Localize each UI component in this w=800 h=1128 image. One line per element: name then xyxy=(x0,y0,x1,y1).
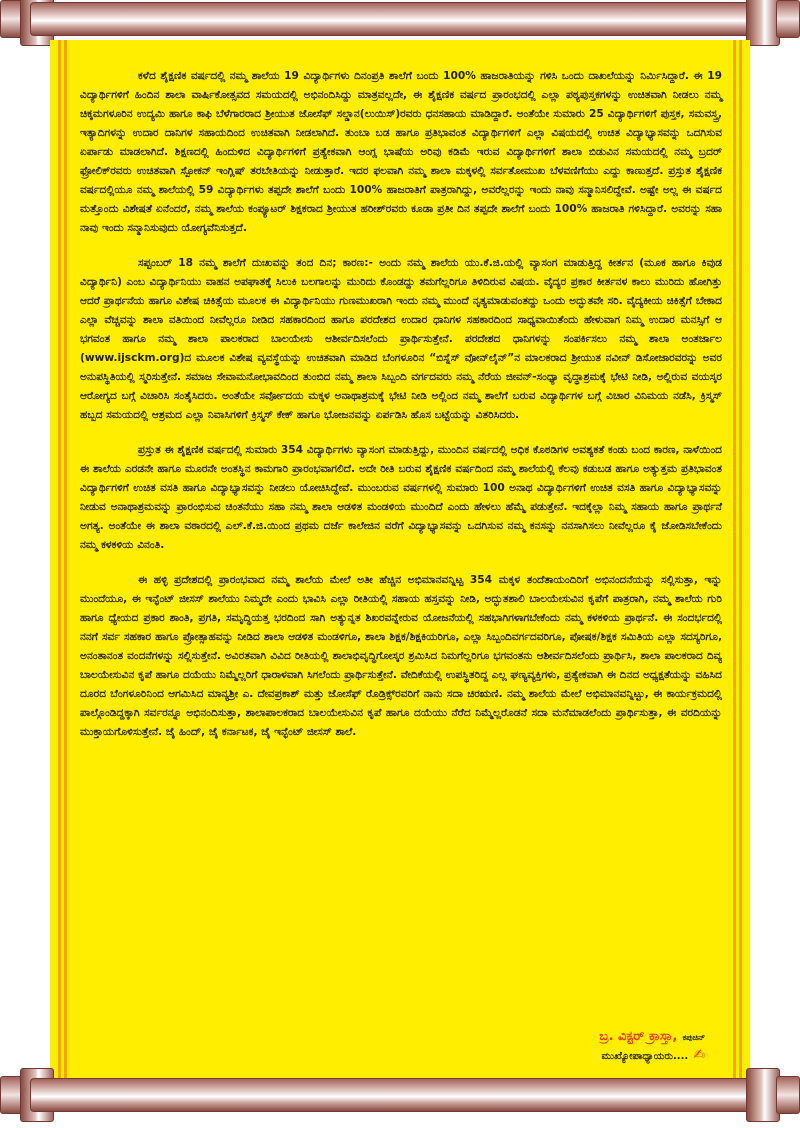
paragraph-thanks: ಈ ಹಳ್ಳಿ ಪ್ರದೇಶದಲ್ಲಿ ಪ್ರಾರಂಭವಾದ ನಮ್ಮ ಶಾಲೆಯ ಮೇಲೆ ಅತೀ ಹೆಚ್ಚಿನ ಅಭಿಮಾನವನ್ನಿಟ್ಟ 354 ಮಕ್ಕಳ ತಂದೆತಾಯಂದಿರಿಗೆ ಅಭಿನಂದನೆಯನ್ನು ಸಲ್ಲಿಸುತ್ತಾ, ಇನ್ನು ಮುಂದೆಯೂ, ಈ ಇನ್ಫೆಂಟ್ ಜೀಸಸ್ ಶಾಲೆಯು ನಿಮ್ಮದೇ ಎಂದು ಭಾವಿಸಿ ಎಲ್ಲಾ ರೀತಿಯಲ್ಲಿ ಸಹಾಯ ಹಸ್ತವನ್ನು ನೀಡಿ, ಅದ್ಭುತಶಾಲಿ ಬಾಲಯೇಸುವಿನ ಕೃಪೆಗೆ ಪಾತ್ರರಾಗಿ, ನಮ್ಮ ಶಾಲೆಯ ಗುರಿ ಹಾಗೂ ಧ್ಯೇಯದ ಪ್ರಕಾರ ಶಾಂತಿ, ಪ್ರಗತಿ, ಸಮೃದ್ಧಿಯತ್ತ ಭರದಿಂದ ಸಾಗಿ ಅತ್ಯುನ್ನತ ಶಿಖರವನ್ನೇರುವ ಯೋಜನೆಯಲ್ಲಿ ಸಹಭಾಗಿಗಳಾಗಬೇಕೆಂದು ನಮ್ಮ ಕಳಕಳಿಯ ಪ್ರಾರ್ಥನೆ. ಈ ಸಂದರ್ಭದಲ್ಲಿ ನನಗೆ ಸರ್ವ ಸಹಕಾರ ಹಾಗೂ ಪ್ರೋತ್ಸಾಹವನ್ನು ನೀಡಿದ ಶಾಲಾ ಆಡಳಿತ ಮಂಡಳಿಗೂ, ಶಾಲಾ ಶಿಕ್ಷಕ/ಶಿಕ್ಷಕಿಯರಿಗೂ, ಎಲ್ಲಾ ಸಿಬ್ಬಂದಿವರ್ಗದವರಿಗೂ, ಪೋಷಕ/ಶಿಕ್ಷಕ ಸಮಿತಿಯ ಎಲ್ಲಾ ಸದಸ್ಯರಿಗೂ, ಅನಂತಾನಂತ ವಂದನೆಗಳನ್ನು ಸಲ್ಲಿಸುತ್ತೇನೆ. ಅವಿರತವಾಗಿ ವಿವಿದ ರೀತಿಯಲ್ಲಿ ಶಾಲಾಭಿವೃದ್ಧಿಗೋಸ್ಕರ ಶ್ರಮಿಸಿದ ನಿಮಗೆಲ್ಲರಿಗೂ ಭಗವಂತನು ಆಶೀರ್ವದಿಸಲೆಂದು ಪ್ರಾರ್ಥಿಸಿ, ಶಾಲಾ ಪಾಲಕರಾದ ದಿವ್ಯ ಬಾಲಯೇಸುವಿನ ಕೃಪೆ ಹಾಗೂ ದಯೆಯು ನಿಮ್ಮೆಲ್ಲರಿಗೆ ಧಾರಾಳವಾಗಿ ಸಿಗಲೆಂದು ಪ್ರಾರ್ಥಿಸುತ್ತೇನೆ. ವೇದಿಕೆಯಲ್ಲಿ ಉಪಸ್ಥಿತರಿದ್ದ ಎಲ್ಲ ಘಣ್ಯವ್ಯಕ್ತಿಗಳು, ಪ್ರತ್ಯೇಕವಾಗಿ ಈ ದಿನದ ಅಧ್ಯಕ್ಷತೆಯನ್ನು ವಹಿಸಿದ ದೂರದ ಬೆಂಗಳೂರಿನಿಂದ ಆಗಮಿಸಿದ ಮಾನ್ಯಶ್ರೀ ಎ. ದೇವಪ್ರಕಾಶ್ ಮತ್ತು ಜೋಸೆಫ್ ರೊಡ್ರಿಕ್ಸ್‌ರವರಿಗೆ ನಾನು ಸದಾ ಚಿರಋಣಿ. ನಮ್ಮ ಶಾಲೆಯ ಮೇಲೆ ಅಭಿಮಾನವನ್ನಿಟ್ಟು, ಈ ಕಾರ್ಯಕ್ರಮದಲ್ಲಿ ಪಾಲ್ಗೊಂಡಿದ್ದಕ್ಕಾಗಿ ಸರ್ವರನ್ನೂ ಅಭಿನಂದಿಸುತ್ತಾ, ಶಾಲಾಪಾಲಕರಾದ ಬಾಲಯೇಸುವಿನ ಕೃಪೆ ಹಾಗೂ ದಯೆಯು ನೆರೆದ ನಿಮ್ಮೆಲ್ಲರೊಡನೆ ಸದಾ ಮನೆಮಾಡಲೆಂದು ಪ್ರಾರ್ಥಿಸುತ್ತಾ, ಈ ವರದಿಯನ್ನು ಮುಕ್ತಾಯಗೊಳಿಸುತ್ತೇನೆ. ಜೈ ಹಿಂದ್, ಜೈ ಕರ್ನಾಟಕ, ಜೈ ಇನ್ಫೆಂಟ್ ಜೀಸಸ್ ಶಾಲೆ. xyxy=(80,574,722,738)
paragraph-september: ಸಪ್ಟಂಬರ್ 18 ನಮ್ಮ ಶಾಲೆಗೆ ದುಃಖವನ್ನು ತಂದ ದಿನ; ಕಾರಣ:- ಅಂದು ನಮ್ಮ ಶಾಲೆಯ ಯು.ಕೆ.ಜಿ.ಯಲ್ಲಿ ವ್ಯಾಸಂಗ ಮಾಡುತ್ತಿದ್ದ ಕೀರ್ತನ (ಮೂಕ ಹಾಗೂ ಕಿವುಡ ವಿದ್ಯಾರ್ಥಿನಿ) ಎಂಬ ವಿದ್ಯಾರ್ಥಿನಿಯು ವಾಹನ ಅಪಘಾತಕ್ಕೆ ಸಿಲುಕಿ ಬಲಗಾಲನ್ನು ಮುರಿದು ಕೊಂಡದ್ದು ತಮಗೆಲ್ಲರಿಗೂ ತಿಳಿದಿರುವ ವಿಷಯ. ವೈದ್ಯರ ಪ್ರಕಾರ ಕೀರ್ತನಳ ಕಾಲು ಮುರಿದು ಹೋಗಿತ್ತು ಆದರೆ ಪ್ರಾರ್ಥನೆಯ ಹಾಗೂ ವಿಶೇಷ ಚಿಕಿತ್ಸೆಯ ಮೂಲಕ ಈ ವಿದ್ಯಾರ್ಥಿನಿಯು ಗುಣಮುಖರಾಗಿ ಇಂದು ನಮ್ಮ ಮುಂದೆ ನೃತ್ಯಮಾಡುವಂತದ್ದು ಒಂದು ಅದ್ಭುತವೇ ಸರಿ. ವೈದ್ಯಕೀಯ ಚಿಕಿತ್ಸೆಗೆ ಬೇಕಾದ ಎಲ್ಲಾ ವೆಚ್ಚವನ್ನು ಶಾಲಾ ವತಿಯಿಂದ ನೀವೆಲ್ಲರೂ ನೀಡಿದ ಸಹಕಾರದಿಂದ ಹಾಗೂ ಪರದೇಶದ ಉದಾರ ಧಾನಿಗಳ ಸಹಕಾರದಿಂದ ಸಾಧ್ಯವಾಯಿತೆಂದು ಹೇಳುವಾಗ ನಿಮ್ಮ ಉದಾರ ಮನಸ್ಸಿಗೆ ಆ ಭಗವಂತ ಹಾಗೂ ನಮ್ಮ ಶಾಲಾ ಪಾಲಕರಾದ ಬಾಲಯೇಸು ಆಶೀರ್ವದಿಸಲೆಂದು ಪ್ರಾರ್ಥಿಸುತ್ತೇನೆ. ಪರದೇಶದ ಧಾನಿಗಳನ್ನು ಸಂಪರ್ಕಿಸಲು ನಮ್ಮ ಶಾಲಾ ಅಂತರ್ಜಾಲ (www.ijsckm.org)ದ ಮೂಲಕ ವಿಶೇಷ ವ್ಯವಸ್ಥೆಯನ್ನು ಉಚಿತವಾಗಿ ಮಾಡಿದ ಬೆಂಗಳೂರಿನ “ಬಿಸ್ನೆಸ್ ವೋನ್‌ಲೈನ್”ನ ಮಾಲಕರಾದ ಶ್ರೀಯುತ ನವೀನ್ ಡಿಸೋಜಾರವರನ್ನು ಅವರ ಅನುಪಸ್ಥಿತಿಯಲ್ಲಿ ಸ್ಮರಿಸುತ್ತೇನೆ. ಸಮಾಜ ಸೇವಾಮನೋಭಾವದಿಂದ ತುಂಬಿದ ನಮ್ಮ ಶಾಲಾ ಸಿಬ್ಬಂದಿ ವರ್ಗದವರು ನಮ್ಮ ನೆರೆಯ ಜೀವನ್-ಸಂಧ್ಯಾ ವೃದ್ಧಾಶ್ರಮಕ್ಕೆ ಭೇಟಿ ನೀಡಿ, ಅಲ್ಲಿರುವ ವಯಸ್ಕರ ಆರೋಗ್ಯದ ಬಗ್ಗೆ ವಿಚಾರಿಸಿ ಸಂತೈಸಿದರು. ಅಂತೆಯೇ ಸರ್ವೋದಯ ಮಕ್ಕಳ ಅನಾಥಾಶ್ರಮಕ್ಕೆ ಭೇಟಿ ನೀಡಿ ಅಲ್ಲಿಂದ ನಮ್ಮ ಶಾಲೆಗೆ ಬರುವ ವಿದ್ಯಾರ್ಥಿಗಳ ಬಗ್ಗೆ ವಿಚಾರ ವಿನಿಮಯ ನಡೆಸಿ, ಕ್ರಿಸ್ಮಸ್ ಹಬ್ಬದ ಸಮಯದಲ್ಲಿ ಆಶ್ರಮದ ಎಲ್ಲಾ ನಿವಾಸಿಗಳಿಗೆ ಕ್ರಿಸ್ಮಸ್ ಕೇಕ್ ಹಾಗೂ ಭೋಜನವನ್ನು ಏರ್ಪಡಿಸಿ ಹೊಸ ಬಟ್ಟೆಯನ್ನು ವಿತರಿಸಿದರು. xyxy=(80,257,722,421)
border-stripe xyxy=(733,40,736,1085)
border-stripe xyxy=(64,40,67,1085)
rod-knob-right xyxy=(776,1076,800,1114)
paragraph-plans: ಪ್ರಸ್ತುತ ಈ ಶೈಕ್ಷಣಿಕ ವರ್ಷದಲ್ಲಿ ಸುಮಾರು 354 ವಿದ್ಯಾರ್ಥಿಗಳು ವ್ಯಾಸಂಗ ಮಾಡುತ್ತಿದ್ದು, ಮುಂದಿನ ವರ್ಷದಲ್ಲಿ ಅಧಿಕ ಕೊಠಡಿಗಳ ಅವಶ್ಯಕತೆ ಕಂಡು ಬಂದ ಕಾರಣ, ನಾಳೆಯಿಂದ ಈ ಶಾಲೆಯ ಎರಡನೇ ಹಾಗೂ ಮೂರನೇ ಅಂತಸ್ಥಿನ ಕಾಮಗಾರಿ ಪ್ರಾರಂಭವಾಗಲಿದೆ. ಅದೇ ರೀತಿ ಬರುವ ಶೈಕ್ಷಣಿಕ ವರ್ಷದಿಂದ ನಮ್ಮ ಶಾಲೆಯಲ್ಲಿ ಕೆಲವು ಕಡುಬಡ ಹಾಗೂ ಅತ್ಯುತ್ತಮ ಪ್ರತಿಭಾವಂತ ವಿದ್ಯಾರ್ಥಿಗಳಿಗೆ ಉಚಿತ ವಸತಿ ಹಾಗೂ ವಿದ್ಯಾಭ್ಯಾಸವನ್ನು ನೀಡಲು ಯೋಚಿಸಿದ್ದೇವೆ. ಮುಂಬರುವ ವರ್ಷಗಳಲ್ಲಿ ಸುಮಾರು 100 ಅನಾಥ ವಿದ್ಯಾರ್ಥಿಗಳಿಗೆ ಉಚಿತ ವಸತಿ ಹಾಗೂ ವಿದ್ಯಾಭ್ಯಾಸವನ್ನು ನೀಡುವ ಅನಾಥಾಶ್ರಮವನ್ನು ಪ್ರಾರಂಭಿಸುವ ಚಿಂತನೆಯು ಸಹಾ ನಮ್ಮ ಶಾಲಾ ಆಡಳಿತ ಮಂಡಳಿಯ ಮುಂದಿದೆ ಎಂದು ಹೇಳಲು ಹೆಮ್ಮೆ ಪಡುತ್ತೇನೆ. ಇದಕ್ಕೆಲ್ಲಾ ನಿಮ್ಮ ಸಹಾಯ ಹಾಗೂ ಪ್ರಾರ್ಥನೆ ಅಗತ್ಯ. ಅಂತೆಯೇ ಈ ಶಾಲಾ ವಠಾರದಲ್ಲಿ ಎಲ್.ಕೆ.ಜಿ.ಯಿಂದ ಪ್ರಥಮ ದರ್ಜೆ ಕಾಲೇಜಿನ ವರೆಗೆ ವಿದ್ಯಾಭ್ಯಾಸವನ್ನು ಒದಗಿಸುವ ನಮ್ಮ ಕನಸನ್ನು ನನಸಾಗಿಸಲು ನೀವೆಲ್ಲರೂ ಕೈ ಜೋಡಿಸಬೇಕೆಂದು ನಮ್ಮ ಕಳಕಳಿಯ ವಿನಂತಿ. xyxy=(80,444,722,551)
signatory-name: ಬ್ರ. ವಿಕ್ಟರ್ ಕ್ರಾಸ್ತಾ, xyxy=(599,1029,678,1044)
rod-bar xyxy=(30,2,770,36)
bottom-scroll-rod xyxy=(0,1068,800,1128)
signatory-order: ಕಪುಚಿನ್ xyxy=(682,1033,705,1042)
scroll-paper xyxy=(50,40,750,1085)
border-stripe xyxy=(58,40,61,1085)
rod-cap-right xyxy=(746,0,780,46)
signatory-title: ಮುಖ್ಯೋಪಾಧ್ಯಾಯರು.... xyxy=(601,1051,689,1062)
paragraph-attendance: ಕಳೆದ ಶೈಕ್ಷಣಿಕ ವರ್ಷದಲ್ಲಿ ನಮ್ಮ ಶಾಲೆಯ 19 ವಿದ್ಯಾರ್ಥಿಗಳು ದಿನಂಪ್ರತಿ ಶಾಲೆಗೆ ಬಂದು 100% ಹಾಜರಾತಿಯನ್ನು ಗಳಿಸಿ ಒಂದು ದಾಖಲೆಯನ್ನು ನಿರ್ಮಿಸಿದ್ದಾರೆ. ಈ 19 ವಿದ್ಯಾರ್ಥಿಗಳಿಗೆ ಹಿಂದಿನ ಶಾಲಾ ವಾರ್ಷಿಕೋತ್ಸವದ ಸಮಯದಲ್ಲಿ ಅಭಿನಂದಿಸಿದ್ದು ಮಾತ್ರವಲ್ಲದೇ, ಈ ಶೈಕ್ಷಣಿಕ ವರ್ಷದ ಪ್ರಾರಂಭದಲ್ಲಿ ಎಲ್ಲಾ ಪಠ್ಯಪುಸ್ತಕಗಳನ್ನು ಉಚಿತವಾಗಿ ನೀಡಲು ನಮ್ಮ ಚಿಕ್ಕಮಗಳೂರಿನ ಉದ್ಯಮಿ ಹಾಗೂ ಕಾಫಿ ಬೆಳೆಗಾರರಾದ ಶ್ರೀಯುತ ಜೋಸೆಫ್ ಸಲ್ಡಾನ(ಲುಯಿಸ್)ರವರು ಧನಸಹಾಯ ಮಾಡಿದ್ದಾರೆ. ಅಂತೆಯೇ ಸುಮಾರು 25 ವಿದ್ಯಾರ್ಥಿಗಳಿಗೆ ಪುಸ್ತಕ, ಸಮವಸ್ತ್ರ, ಇತ್ಯಾದಿಗಳನ್ನು ಉದಾರ ದಾನಿಗಳ ಸಹಾಯದಿಂದ ಉಚಿತವಾಗಿ ನೀಡಲಾಗಿದೆ. ತುಂಬಾ ಬಡ ಹಾಗೂ ಪ್ರತಿಭಾವಂತ ವಿದ್ಯಾರ್ಥಿಗಳಿಗೆ ಎಲ್ಲಾ ವಿಷಯದಲ್ಲಿ ಉಚಿತ ವಿದ್ಯಾಭ್ಯಾಸವನ್ನು ಒದಗಿಸುವ ಏರ್ಪಾಡು ಮಾಡಲಾಗಿದೆ. ಶಿಕ್ಷಣದಲ್ಲಿ ಹಿಂದುಳಿದ ವಿದ್ಯಾರ್ಥಿಗಳಿಗೆ ಪ್ರತ್ಯೇಕವಾಗಿ ಆಂಗ್ಲ ಭಾಷೆಯ ಅರಿವು ಕಡಿಮೆ ಇರುವ ವಿದ್ಯಾರ್ಥಿಗಳಿಗೆ ಶಾಲಾ ಬಿಡುವಿನ ಸಮಯದಲ್ಲಿ ನಮ್ಮ ಬ್ರದರ್ ಫ್ರೋಲಿಕ್‌ರವರು ಉಚಿತವಾಗಿ ಸ್ಪೋಕನ್ ಇಂಗ್ಲಿಷ್ ತರಬೇತಿಯನ್ನು ನೀಡುತ್ತಾರೆ. ಇದರ ಫಲವಾಗಿ ನಮ್ಮ ಶಾಲಾ ಮಕ್ಕಳಲ್ಲಿ ಸರ್ವತೋಮುಖ ಬೆಳವಣಿಗೆಯು ಎದ್ದು ಕಾಣುತ್ತದೆ. ಪ್ರಸ್ತುತ ಶೈಕ್ಷಣಿಕ ವರ್ಷದಲ್ಲಿಯೂ ನಮ್ಮ ಶಾಲೆಯಲ್ಲಿ 59 ವಿದ್ಯಾರ್ಥಿಗಳು ತಪ್ಪದೇ ಶಾಲೆಗೆ ಬಂದು 100% ಹಾಜರಾತಿಗೆ ಪಾತ್ರರಾಗಿದ್ದು, ಅವರೆಲ್ಲರನ್ನು ಇಂದು ನಾವು ಸನ್ಮಾನಿಸಲಿದ್ದೇವೆ. ಅಷ್ಟೇ ಅಲ್ಲ ಈ ವರ್ಷದ ಮತ್ತೊಂದು ವಿಶೇಷತೆ ಏನೆಂದರೆ, ನಮ್ಮ ಶಾಲೆಯ ಕಂಪ್ಯೂಟರ್ ಶಿಕ್ಷಕರಾದ ಶ್ರೀಯುತ ಹರೀಶ್‌ರವರು ಕೂಡಾ ಪ್ರತೀ ದಿನ ತಪ್ಪದೇ ಶಾಲೆಗೆ ಬಂದು 100% ಹಾಜರಾತಿ ಗಳಿಸಿದ್ದಾರೆ. ಅವರನ್ನು ಸಹಾ ನಾವು ಇಂದು ಸನ್ಮಾನಿಸುವುದು ಯೋಗ್ಯವೆನಿಸುತ್ತದೆ. xyxy=(80,70,722,234)
rod-cap-right xyxy=(746,1068,780,1122)
border-stripe xyxy=(739,40,742,1085)
signature-mark-icon: ✍ xyxy=(693,1047,705,1063)
signature-block xyxy=(599,1025,705,1063)
report-body xyxy=(80,67,722,758)
rod-bar xyxy=(30,1078,770,1112)
rod-knob-right xyxy=(776,0,800,38)
